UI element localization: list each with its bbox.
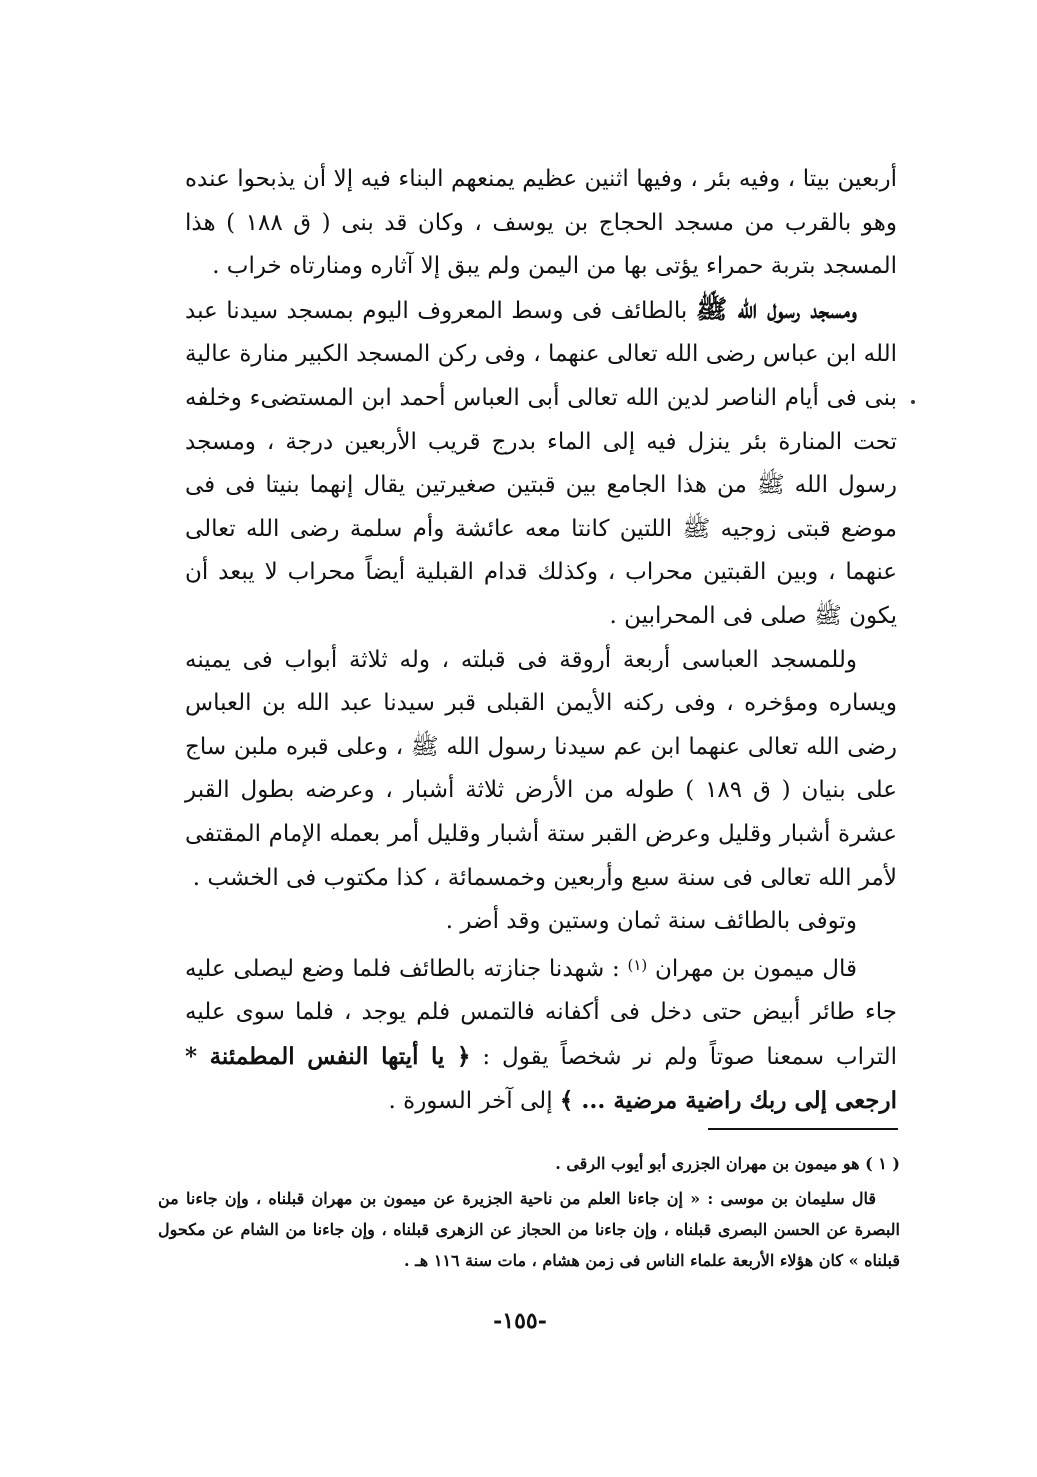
paragraph-5-middle: : شهدنا جنازته بالطائف فلما وضع ليصلى عليه جاء طائر أبيض حتى دخل فى أكفانه فالتمس فلم يوجد ، فلما سوى عليه التراب سمعنا صوتاً ولم نر شخصاً يقول : <box>185 955 897 1070</box>
quran-quote: ﴿ يا أيتها النفس المطمئنة * ارجعى إلى ربك راضية مرضية ... ﴾ <box>185 1042 897 1115</box>
footnote-separator <box>708 1128 898 1130</box>
footnotes <box>158 1148 900 1276</box>
footnote-reference: (١) <box>627 955 648 974</box>
paragraph-5-start: قال ميمون بن مهران <box>647 955 858 982</box>
paragraph-5 <box>185 944 897 1124</box>
paragraph-2 <box>185 289 897 639</box>
paragraph-4: وتوفى بالطائف سنة ثمان وستين وقد أضر . <box>445 908 857 935</box>
main-text <box>185 158 897 1124</box>
paragraph-2-heading: ومسجد رسول الله ﷺ <box>695 294 858 325</box>
footnote-1: ( ١ ) هو ميمون بن مهران الجزرى أبو أيوب الرقى . <box>555 1154 900 1173</box>
margin-mark <box>911 400 915 404</box>
paragraph-2-text: بالطائف فى وسط المعروف اليوم بمسجد سيدنا عبد الله ابن عباس رضى الله تعالى عنهما ، وفى ركن المسجد الكبير منارة عالية بنى فى أيام الناصر لدين الله تعالى أبى العباس أحمد ابن المستضىء وخلفه تحت المنارة بئر ينزل فيه إلى الماء بدرج قريب الأربعين درجة ، ومسجد رسول الله ﷺ من هذا الجامع بين قبتين صغيرتين يقال إنهما بنيتا فى فى موضع قبتى زوجيه ﷺ اللتين كانتا معه عائشة وأم سلمة رضى الله تعالى عنهما ، وبين القبتين محراب ، وكذلك قدام القبلية أيضاً محراب لا يبعد أن يكون ﷺ صلى فى المحرابين . <box>185 297 897 629</box>
paragraph-1: أربعين بيتا ، وفيه بئر ، وفيها اثنين عظيم يمنعهم البناء فيه إلا أن يذبحوا عنده وهو بالقرب من مسجد الحجاج بن يوسف ، وكان قد بنى ( ق ١٨٨ ) هذا المسجد بتربة حمراء يؤتى بها من اليمن ولم يبق إلا آثاره ومنارتاه خراب . <box>185 166 897 280</box>
paragraph-5-end: إلى آخر السورة . <box>388 1088 560 1115</box>
footnote-1-continuation: قال سليمان بن موسى : « إن جاءنا العلم من ناحية الجزيرة عن ميمون بن مهران قبلناه ، وإن جاءنا من البصرة عن الحسن البصرى قبلناه ، وإن جاءنا من الحجاز عن الزهرى قبلناه ، وإن جاءنا من الشام عن مكحول قبلناه » كان هؤلاء الأربعة علماء الناس فى زمن هشام ، مات سنة ١١٦ هـ . <box>158 1189 900 1270</box>
page-number: -١٥٥- <box>493 1308 547 1334</box>
paragraph-3: وللمسجد العباسى أربعة أروقة فى قبلته ، وله ثلاثة أبواب فى يمينه ويساره ومؤخره ، وفى ركنه الأيمن القبلى قبر سيدنا عبد الله بن العباس رضى الله تعالى عنهما ابن عم سيدنا رسول الله ﷺ ، وعلى قبره ملبن ساج على بنيان ( ق ١٨٩ ) طوله من الأرض ثلاثة أشبار ، وعرضه بطول القبر عشرة أشبار وقليل وعرض القبر ستة أشبار وقليل أمر بعمله الإمام المقتفى لأمر الله تعالى فى سنة سبع وأربعين وخمسمائة ، كذا مكتوب فى الخشب . <box>185 646 897 891</box>
